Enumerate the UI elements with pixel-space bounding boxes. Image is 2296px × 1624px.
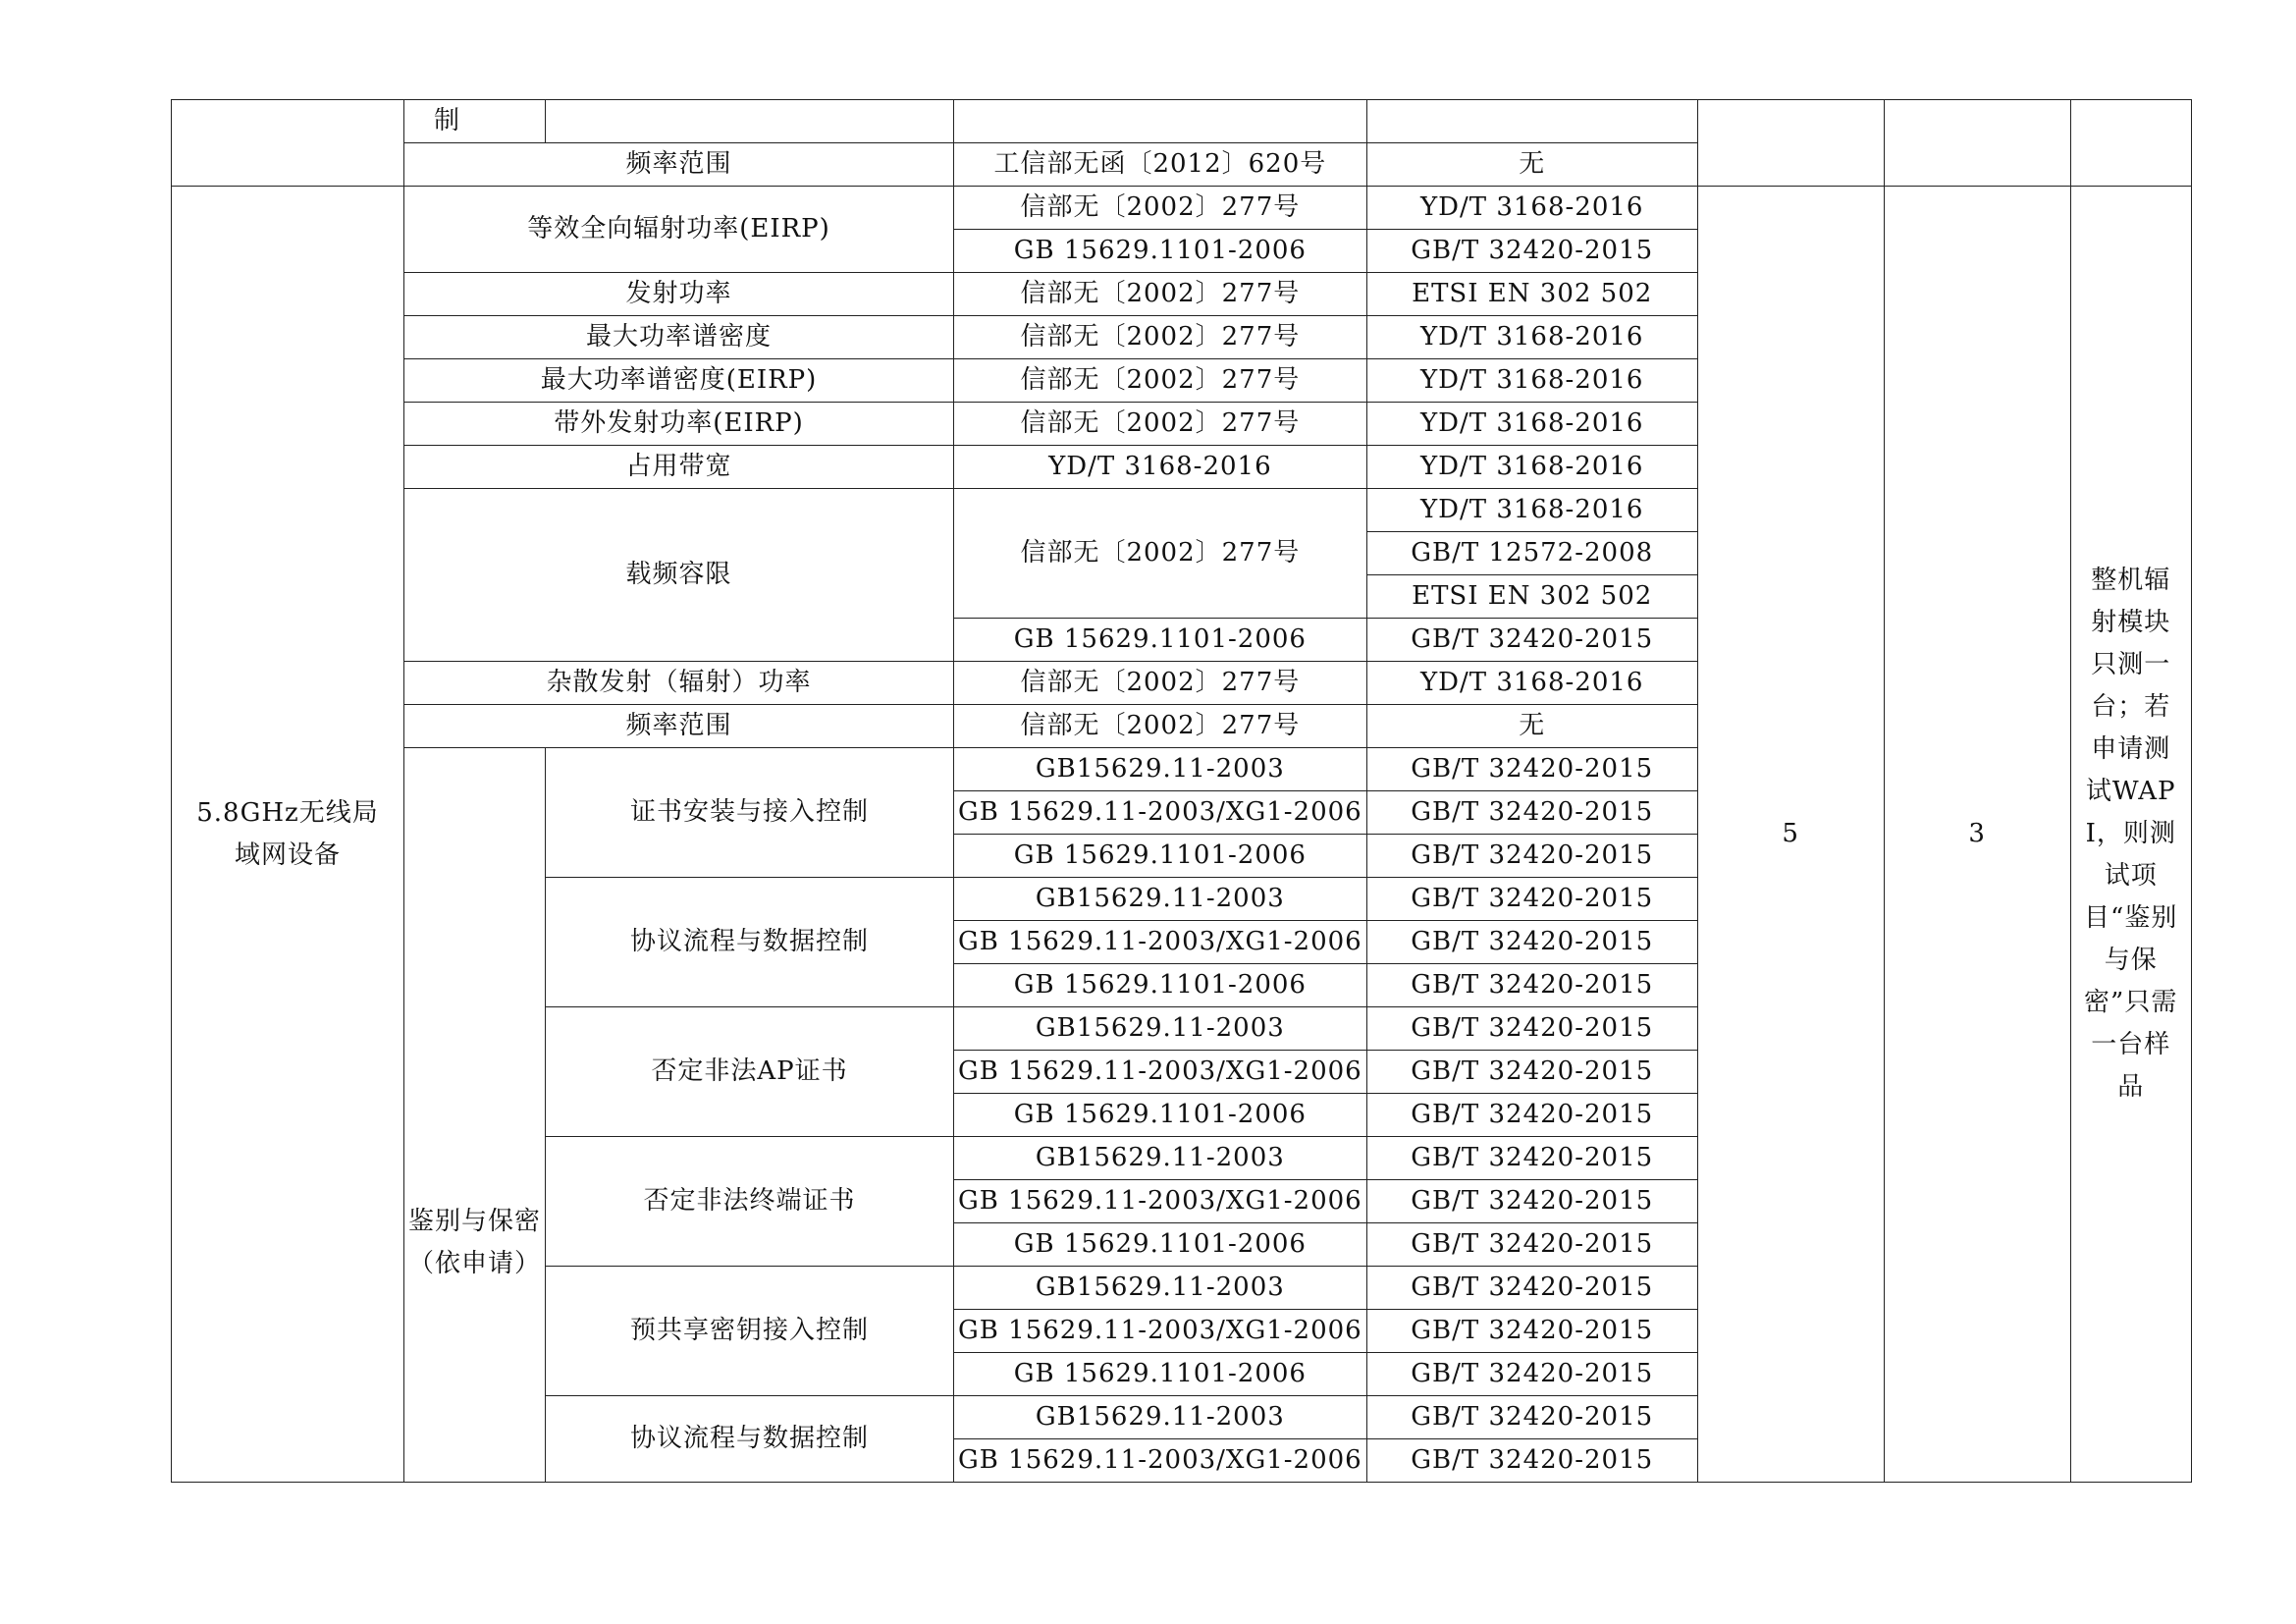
security-subitem-cell: 协议流程与数据控制 — [546, 878, 954, 1007]
empty-cell — [1366, 100, 1697, 143]
prev-device-cell — [172, 100, 404, 187]
std-cell: 信部无〔2002〕277号 — [954, 187, 1367, 230]
test-item-cell: 载频容限 — [404, 489, 954, 662]
method-cell: YD/T 3168-2016 — [1366, 403, 1697, 446]
std-cell: GB 15629.1101-2006 — [954, 1353, 1367, 1396]
device-name-cell: 5.8GHz无线局域网设备 — [172, 187, 404, 1483]
test-item-cell: 发射功率 — [404, 273, 954, 316]
method-cell: GB/T 12572-2008 — [1366, 532, 1697, 575]
std-cell: 信部无〔2002〕277号 — [954, 403, 1367, 446]
std-cell: GB 15629.1101-2006 — [954, 835, 1367, 878]
method-cell: GB/T 32420-2015 — [1366, 748, 1697, 791]
security-subitem-cell: 协议流程与数据控制 — [546, 1396, 954, 1483]
method-cell: YD/T 3168-2016 — [1366, 316, 1697, 359]
method-cell: 无 — [1366, 705, 1697, 748]
std-cell: 信部无〔2002〕277号 — [954, 316, 1367, 359]
test-item-cell: 最大功率谱密度(EIRP) — [404, 359, 954, 403]
method-cell: GB/T 32420-2015 — [1366, 1180, 1697, 1223]
method-cell: GB/T 32420-2015 — [1366, 878, 1697, 921]
method-cell: 无 — [1366, 143, 1697, 187]
method-cell: YD/T 3168-2016 — [1366, 489, 1697, 532]
method-cell: GB/T 32420-2015 — [1366, 1007, 1697, 1051]
method-cell: GB/T 32420-2015 — [1366, 230, 1697, 273]
security-subitem-cell: 否定非法AP证书 — [546, 1007, 954, 1137]
std-cell: 信部无〔2002〕277号 — [954, 662, 1367, 705]
std-cell: 信部无〔2002〕277号 — [954, 359, 1367, 403]
sample-count-a-cell: 5 — [1697, 187, 1884, 1483]
test-item-cell: 占用带宽 — [404, 446, 954, 489]
std-cell: GB 15629.11-2003/XG1-2006 — [954, 1310, 1367, 1353]
test-spec-table — [171, 99, 2192, 1483]
method-cell: GB/T 32420-2015 — [1366, 791, 1697, 835]
security-subitem-cell: 证书安装与接入控制 — [546, 748, 954, 878]
method-cell: GB/T 32420-2015 — [1366, 921, 1697, 964]
method-cell: YD/T 3168-2016 — [1366, 359, 1697, 403]
remark-cell — [2070, 187, 2191, 1483]
empty-cell — [546, 100, 954, 143]
std-cell: GB 15629.1101-2006 — [954, 230, 1367, 273]
method-cell: GB/T 32420-2015 — [1366, 1396, 1697, 1439]
method-cell: YD/T 3168-2016 — [1366, 446, 1697, 489]
security-subitem-cell: 否定非法终端证书 — [546, 1137, 954, 1267]
std-cell: GB 15629.11-2003/XG1-2006 — [954, 1051, 1367, 1094]
prev-count-b-cell — [1884, 100, 2070, 187]
remark-text: 整机辐射模块只测一台；若申请测试WAPI，则测试项目“鉴别与保密”只需一台样品 — [2084, 566, 2178, 1102]
security-group-title: 鉴别与保密 — [408, 1206, 542, 1236]
method-cell: GB/T 32420-2015 — [1366, 835, 1697, 878]
std-cell: GB 15629.1101-2006 — [954, 1223, 1367, 1267]
std-cell: GB 15629.1101-2006 — [954, 1094, 1367, 1137]
method-cell: GB/T 32420-2015 — [1366, 964, 1697, 1007]
std-cell: GB 15629.1101-2006 — [954, 619, 1367, 662]
security-group-label — [408, 1201, 541, 1285]
std-cell: GB15629.11-2003 — [954, 1137, 1367, 1180]
test-item-cell: 等效全向辐射功率(EIRP) — [404, 187, 954, 273]
security-subitem-cell: 预共享密钥接入控制 — [546, 1267, 954, 1396]
std-cell: GB 15629.11-2003/XG1-2006 — [954, 1180, 1367, 1223]
std-cell: GB 15629.11-2003/XG1-2006 — [954, 921, 1367, 964]
empty-cell — [954, 100, 1367, 143]
std-cell: 信部无〔2002〕277号 — [954, 273, 1367, 316]
security-group-note: （依申请） — [408, 1248, 542, 1278]
item-cell: 频率范围 — [404, 143, 954, 187]
std-cell: GB15629.11-2003 — [954, 748, 1367, 791]
method-cell: YD/T 3168-2016 — [1366, 662, 1697, 705]
std-cell: GB15629.11-2003 — [954, 878, 1367, 921]
std-cell: GB 15629.11-2003/XG1-2006 — [954, 1439, 1367, 1483]
test-item-cell: 杂散发射（辐射）功率 — [404, 662, 954, 705]
std-cell: GB15629.11-2003 — [954, 1396, 1367, 1439]
prev-count-a-cell — [1697, 100, 1884, 187]
sample-count-b-cell: 3 — [1884, 187, 2070, 1483]
test-item-cell: 频率范围 — [404, 705, 954, 748]
method-cell: GB/T 32420-2015 — [1366, 1267, 1697, 1310]
std-cell: GB 15629.1101-2006 — [954, 964, 1367, 1007]
std-cell: 工信部无函〔2012〕620号 — [954, 143, 1367, 187]
std-cell: GB15629.11-2003 — [954, 1007, 1367, 1051]
method-cell: YD/T 3168-2016 — [1366, 187, 1697, 230]
test-item-cell: 带外发射功率(EIRP) — [404, 403, 954, 446]
method-cell: GB/T 32420-2015 — [1366, 619, 1697, 662]
table-row — [172, 100, 2192, 143]
prev-remark-cell — [2070, 100, 2191, 187]
method-cell: GB/T 32420-2015 — [1366, 1223, 1697, 1267]
method-cell: GB/T 32420-2015 — [1366, 1137, 1697, 1180]
method-cell: GB/T 32420-2015 — [1366, 1310, 1697, 1353]
method-cell: ETSI EN 302 502 — [1366, 575, 1697, 619]
method-cell: GB/T 32420-2015 — [1366, 1051, 1697, 1094]
std-cell: YD/T 3168-2016 — [954, 446, 1367, 489]
method-cell: GB/T 32420-2015 — [1366, 1353, 1697, 1396]
std-cell: GB15629.11-2003 — [954, 1267, 1367, 1310]
table-row — [172, 187, 2192, 230]
cont-label-cell: 制 — [404, 100, 546, 143]
method-cell: ETSI EN 302 502 — [1366, 273, 1697, 316]
test-item-cell: 最大功率谱密度 — [404, 316, 954, 359]
std-cell: 信部无〔2002〕277号 — [954, 489, 1367, 619]
method-cell: GB/T 32420-2015 — [1366, 1094, 1697, 1137]
std-cell: 信部无〔2002〕277号 — [954, 705, 1367, 748]
std-cell: GB 15629.11-2003/XG1-2006 — [954, 791, 1367, 835]
security-group-cell — [404, 748, 546, 1483]
method-cell: GB/T 32420-2015 — [1366, 1439, 1697, 1483]
